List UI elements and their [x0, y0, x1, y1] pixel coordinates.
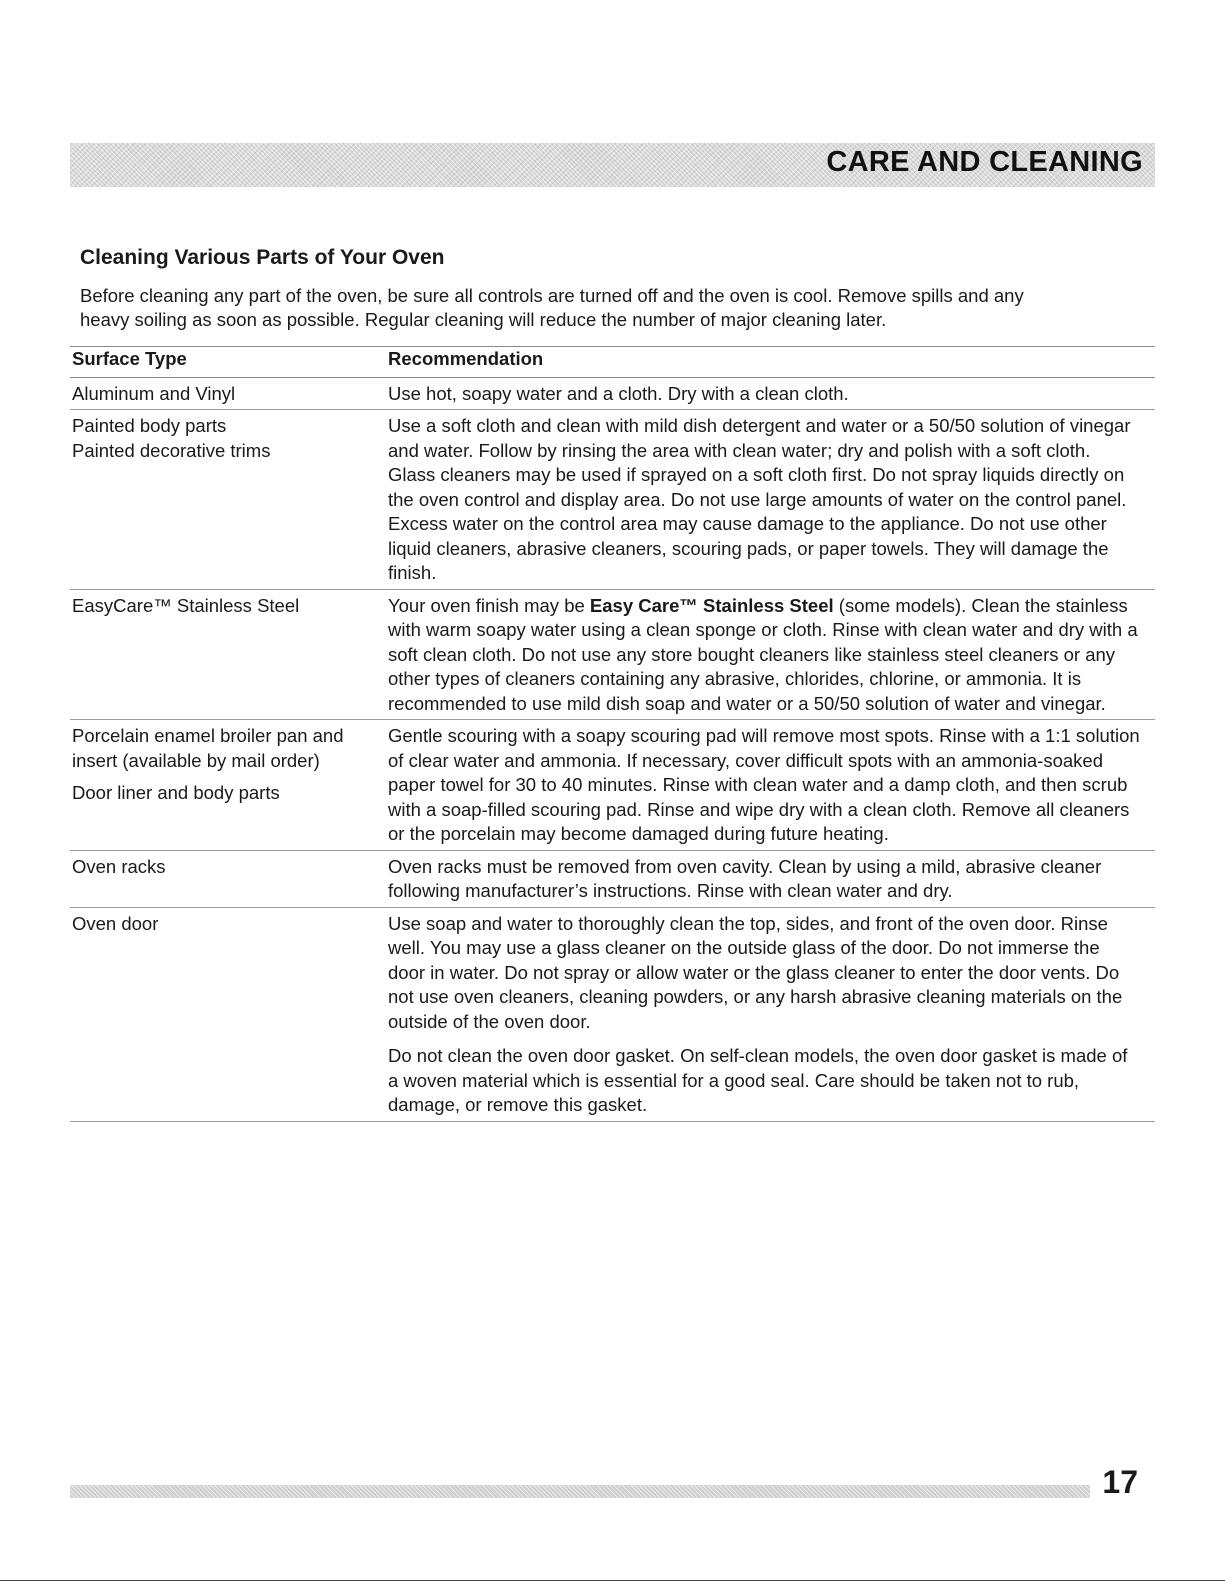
table-row [70, 850, 1155, 907]
header-band [70, 143, 1155, 187]
page-section-title: CARE AND CLEANING [826, 146, 1143, 178]
recommendation-text-start: Your oven finish may be [388, 594, 590, 616]
footer-band [70, 1485, 1090, 1498]
table-row [70, 377, 1155, 410]
recommendation-cell [388, 907, 1155, 1121]
recommendation-cell [388, 720, 1155, 851]
section-heading: Cleaning Various Parts of Your Oven [80, 246, 445, 269]
surface-label: EasyCare™ Stainless Steel [72, 594, 300, 616]
recommendation-cell [388, 410, 1155, 590]
page-bottom-rule [0, 1580, 1225, 1581]
table-row [70, 410, 1155, 590]
surface-label: Oven racks [72, 855, 166, 877]
table-row [70, 589, 1155, 720]
recommendation-cell [388, 377, 1155, 410]
recommendation-emphasis: Easy Care™ Stainless Steel [589, 594, 834, 616]
page-number: 17 [1102, 1464, 1138, 1500]
surface-label: Painted body parts [72, 415, 227, 436]
recommendation-text: Oven racks must be removed from oven cavity. Clean by using a mild, abrasive cleaner following manufacturer’s instructions. Rinse with clean water and dry. [388, 855, 1102, 901]
column-header-surface-type: Surface Type [70, 347, 388, 378]
recommendation-cell [388, 589, 1155, 720]
cleaning-table [70, 346, 1155, 1122]
surface-cell [70, 589, 388, 720]
surface-cell [70, 377, 388, 410]
surface-label: Painted decorative trims [72, 439, 271, 461]
intro-line: Before cleaning any part of the oven, be sure all controls are turned off and the oven is cool. Remove spills and any [80, 285, 1024, 306]
intro-paragraph [80, 284, 1160, 332]
surface-label: Oven door [72, 912, 159, 934]
column-header-recommendation: Recommendation [388, 347, 1155, 378]
recommendation-text-end: (some models). Clean the stainless with warm soapy water using a clean sponge or cloth. Rinse with clean water and dry with a soft clean cloth. Do not use any store bought cleaners like stainless steel cleaners or any other types of cleaners containing any abrasive, chlorides, chlorine, or ammonia. It is recommended to use mild dish soap and water or a 50/50 solution of water and vinegar. [388, 594, 1138, 714]
surface-cell [70, 907, 388, 1121]
table-row [70, 720, 1155, 851]
surface-label: Door liner and body parts [72, 782, 280, 803]
recommendation-text: Do not clean the oven door gasket. On self-clean models, the oven door gasket is made of a woven material which is essential for a good seal. Care should be taken not to rub, damage, or remove this gasket. [388, 1045, 1128, 1115]
recommendation-cell [388, 850, 1155, 907]
table-header-row [70, 347, 1155, 378]
surface-label: Porcelain enamel broiler pan and insert (available by mail order) [72, 725, 344, 771]
surface-label: Aluminum and Vinyl [72, 382, 236, 404]
recommendation-text: Gentle scouring with a soapy scouring pad will remove most spots. Rinse with a 1:1 solution of clear water and ammonia. If necessary, cover difficult spots with an ammonia-soaked paper towel for 30 to 40 minutes. Rinse with clean water and a damp cloth, and then scrub with a soap-filled scouring pad. Rinse and wipe dry with a clean cloth. Remove all cleaners or the porcelain may become damaged during future heating. [388, 725, 1140, 844]
table-row [70, 907, 1155, 1121]
recommendation-text [388, 594, 1141, 717]
recommendation-text: Use soap and water to thoroughly clean the top, sides, and front of the oven door. Rinse well. You may use a glass cleaner on the outside glass of the door. Do not immerse the door in water. Do not spray or allow water or the glass cleaner to enter the door vents. Do not use oven cleaners, cleaning powders, or any harsh abrasive cleaning materials on the outside of the oven door. [388, 912, 1123, 1032]
recommendation-text: Use hot, soapy water and a cloth. Dry with a clean cloth. [388, 382, 849, 404]
surface-cell [70, 850, 388, 907]
surface-cell [70, 720, 388, 851]
intro-line: heavy soiling as soon as possible. Regular cleaning will reduce the number of major cleaning later. [80, 309, 887, 330]
recommendation-text: Use a soft cloth and clean with mild dish detergent and water or a 50/50 solution of vinegar and water. Follow by rinsing the area with clean water; dry and polish with a soft cloth. Glass cleaners may be used if sprayed on a soft cloth first. Do not spray liquids directly on the oven control and display area. Do not use large amounts of water on the control panel. Excess water on the control area may cause damage to the appliance. Do not use other liquid cleaners, abrasive cleaners, scouring pads, or paper towels. They will damage the finish. [388, 415, 1131, 583]
surface-cell [70, 410, 388, 590]
